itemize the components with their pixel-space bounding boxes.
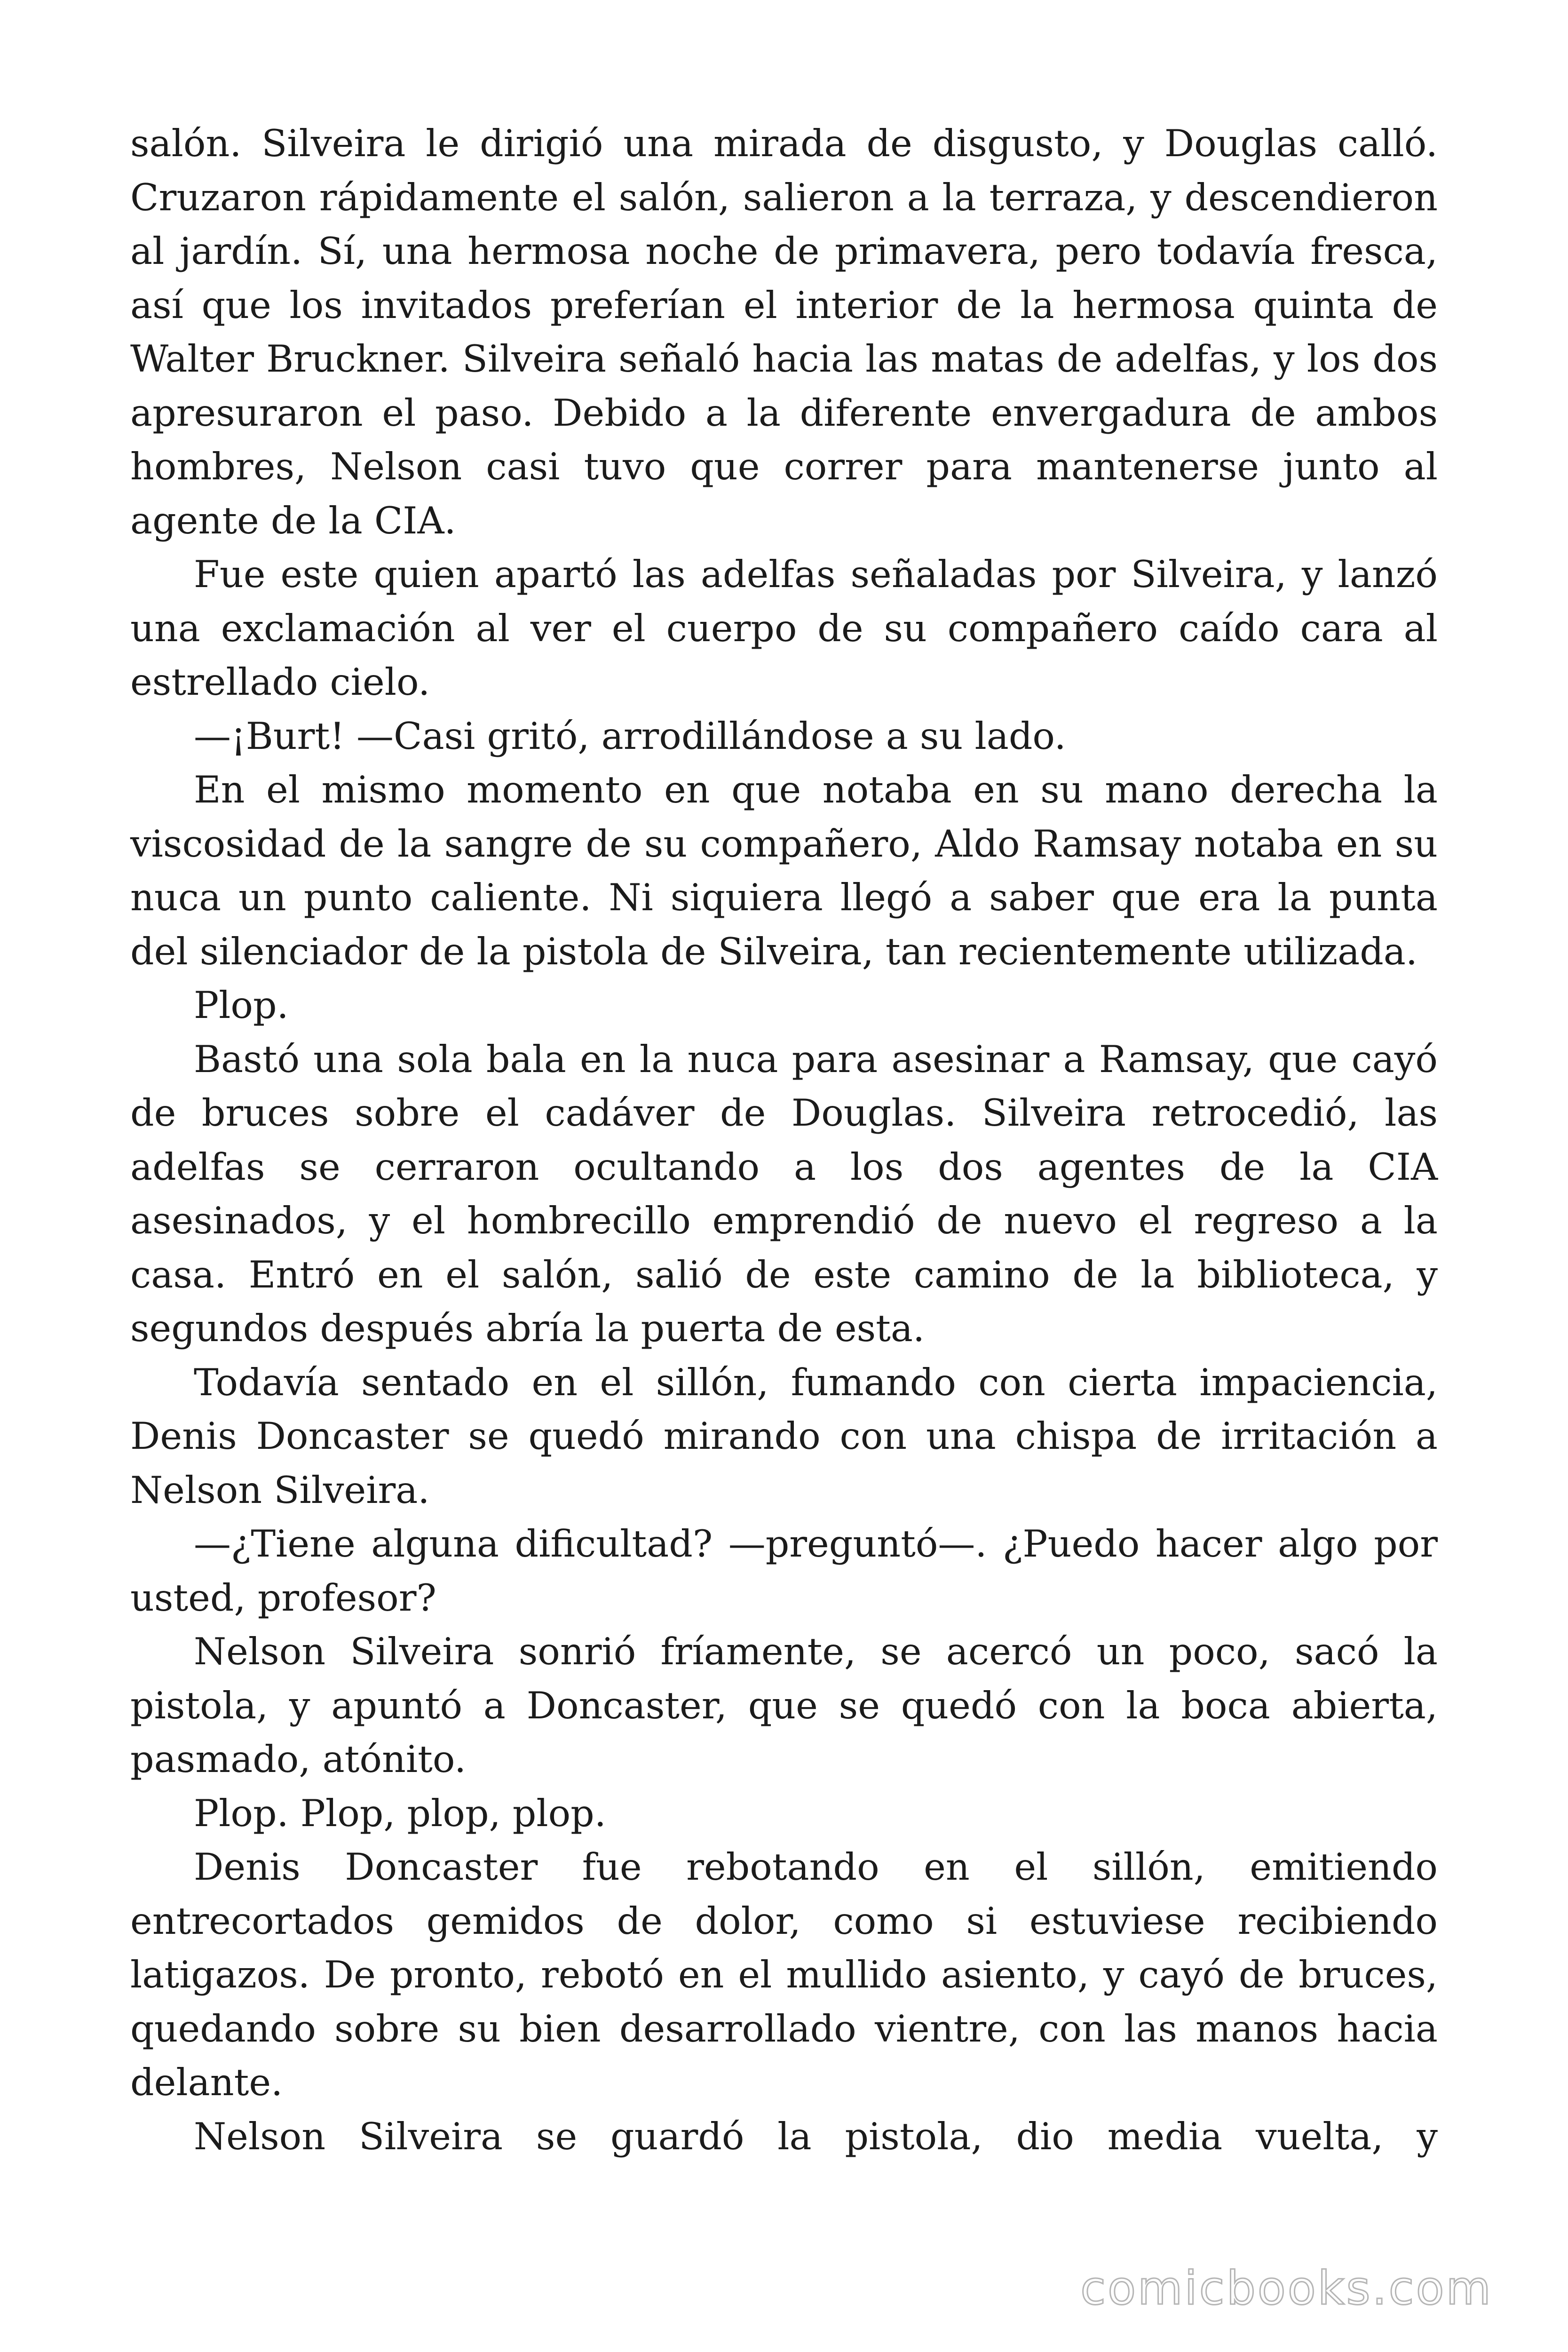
- paragraph-1: salón. Silveira le dirigió una mirada de disgusto, y Douglas calló. Cruzaron rápidamente el salón, salieron a la terraza, y descendieron al jardín. Sí, una hermosa noche de primavera, pero todavía fresca, así que los invitados preferían el interior de la hermosa quinta de Walter Bruckner. Silveira señaló hacia las matas de adelfas, y los dos apresuraron el paso. Debido a la diferente envergadura de ambos hombres, Nelson casi tuvo que correr para mantenerse junto al agente de la CIA.: [130, 122, 1438, 542]
- paragraph-8: —¿Tiene alguna dificultad? —preguntó—. ¿Puedo hacer algo por usted, profesor?: [130, 1522, 1438, 1620]
- paragraph-7: Todavía sentado en el sillón, fumando con cierta impaciencia, Denis Doncaster se quedó mirando con una chispa de irritación a Nelson Silveira.: [130, 1360, 1438, 1512]
- paragraph-4: En el mismo momento en que notaba en su mano derecha la viscosidad de la sangre de su compañero, Aldo Ramsay notaba en su nuca un punto caliente. Ni siquiera llegó a saber que era la punta del silenciador de la pistola de Silveira, tan recientemente utilizada.: [130, 768, 1438, 973]
- body-text: [130, 117, 1438, 2163]
- paragraph-10: Plop. Plop, plop, plop.: [194, 1791, 606, 1835]
- paragraph-6: Bastó una sola bala en la nuca para asesinar a Ramsay, que cayó de bruces sobre el cadáver de Douglas. Silveira retrocedió, las adelfas se cerraron ocultando a los dos agentes de la CIA asesinados, y el hombrecillo emprendió de nuevo el regreso a la casa. Entró en el salón, salió de este camino de la biblioteca, y segundos después abría la puerta de esta.: [130, 1037, 1438, 1350]
- paragraph-12: Nelson Silveira se guardó la pistola, dio media vuelta, y: [194, 2114, 1438, 2158]
- paragraph-11: Denis Doncaster fue rebotando en el sillón, emitiendo entrecortados gemidos de dolor, como si estuviese recibiendo latigazos. De pronto, rebotó en el mullido asiento, y cayó de bruces, quedando sobre su bien desarrollado vientre, con las manos hacia delante.: [130, 1845, 1438, 2104]
- paragraph-2: Fue este quien apartó las adelfas señaladas por Silveira, y lanzó una exclamación al ver el cuerpo de su compañero caído cara al estrellado cielo.: [130, 553, 1438, 704]
- paragraph-3: —¡Burt! —Casi gritó, arrodillándose a su lado.: [194, 714, 1066, 758]
- paragraph-9: Nelson Silveira sonrió fríamente, se acercó un poco, sacó la pistola, y apuntó a Doncaster, que se quedó con la boca abierta, pasmado, atónito.: [130, 1630, 1438, 1781]
- paragraph-5: Plop.: [194, 984, 289, 1027]
- watermark-logo: comicbooks.com: [1080, 2262, 1493, 2315]
